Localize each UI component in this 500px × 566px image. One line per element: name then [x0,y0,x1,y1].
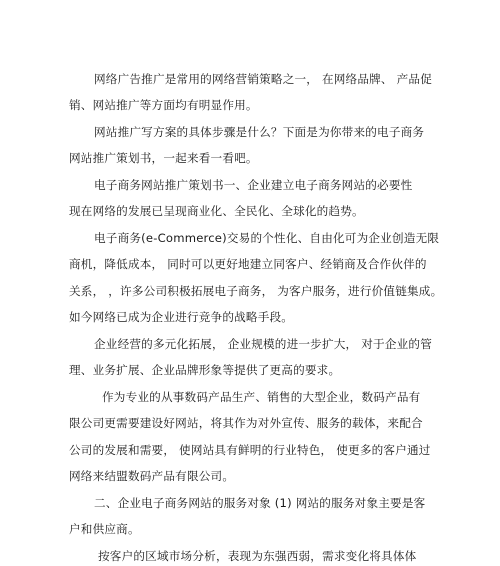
text-line: 网站推广策划书，一起来看一看吧。 [69,151,258,165]
text-line: 电子商务(e-Commerce)交易的个性化、自由化可为企业创造无限 [94,231,440,245]
text-line: 二、企业电子商务网站的服务对象 (1) 网站的服务对象主要是客 [94,496,426,510]
text-line: 企业经营的多元化拓展， 企业规模的进一步扩大， 对于企业的管 [94,337,432,351]
text-line: 网络来结盟数码产品有限公司。 [69,469,235,483]
text-line: 理、业务扩展、企业品牌形象等提供了更高的要求。 [69,363,341,377]
text-line: 商机，降低成本， 同时可以更好地建立同客户、经销商及合作伙伴的 [69,257,427,271]
text-line: 作为专业的从事数码产品生产、销售的大型企业，数码产品有 [102,390,421,404]
text-line: 户和供应商。 [69,522,140,536]
text-line: 如今网络已成为企业进行竞争的战略手段。 [69,310,294,324]
text-line: 现在网络的发展已呈现商业化、全民化、全球化的趋势。 [69,204,364,218]
text-line: 网站推广写方案的具体步骤是什么？下面是为你带来的电子商务 [94,125,425,139]
text-line: 关系， ，许多公司积极拓展电子商务， 为客户服务，进行价值链集成。 [69,284,443,298]
text-line: 限公司更需要建设好网站，将其作为对外宣传、服务的载体，来配合 [69,416,423,430]
text-line: 公司的发展和需要， 使网站具有鲜明的行业特色， 使更多的客户通过 [69,443,431,457]
text-line: 电子商务网站推广策划书一、企业建立电子商务网站的必要性 [94,178,413,192]
text-line: 按客户的区域市场分析，表现为东强西弱，需求变化将具体体 [98,549,417,563]
text-line: 销、网站推广等方面均有明显作用。 [69,98,258,112]
text-line: 网络广告推广是常用的网络营销策略之一， 在网络品牌、 产品促 [94,72,432,86]
